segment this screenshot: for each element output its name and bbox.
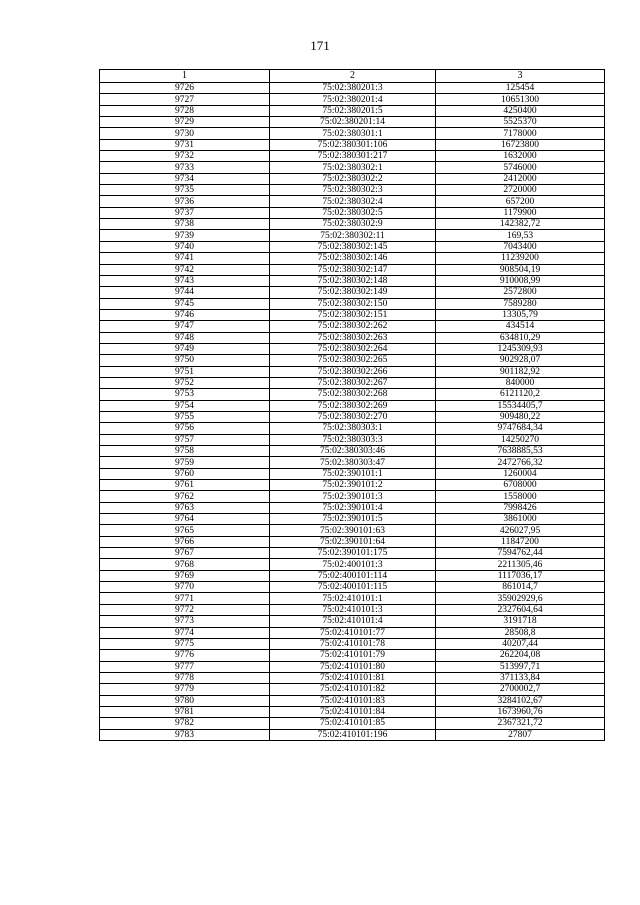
cadastral-value-table — [99, 69, 605, 741]
row-number-cell: 9753 — [100, 389, 270, 400]
table-row — [100, 83, 605, 94]
value-cell: 1673960,76 — [436, 706, 605, 717]
column-header-1: 1 — [100, 70, 270, 83]
value-cell: 125454 — [436, 83, 605, 94]
table-row — [100, 309, 605, 320]
row-number-cell: 9764 — [100, 514, 270, 525]
table-row — [100, 661, 605, 672]
table-row — [100, 525, 605, 536]
column-header-2: 2 — [270, 70, 436, 83]
table-row — [100, 321, 605, 332]
table-row — [100, 582, 605, 593]
cadastral-number-cell: 75:02:410101:196 — [270, 729, 436, 740]
value-cell: 2572800 — [436, 287, 605, 298]
value-cell: 11239200 — [436, 253, 605, 264]
row-number-cell: 9774 — [100, 627, 270, 638]
table-row — [100, 207, 605, 218]
table-row — [100, 502, 605, 513]
value-cell: 7589280 — [436, 298, 605, 309]
cadastral-number-cell: 75:02:380303:47 — [270, 457, 436, 468]
cadastral-number-cell: 75:02:380302:269 — [270, 400, 436, 411]
cadastral-number-cell: 75:02:380301:1 — [270, 128, 436, 139]
table-row — [100, 219, 605, 230]
row-number-cell: 9758 — [100, 446, 270, 457]
table-row — [100, 446, 605, 457]
table-row — [100, 468, 605, 479]
cadastral-number-cell: 75:02:390101:175 — [270, 548, 436, 559]
cadastral-number-cell: 75:02:380302:262 — [270, 321, 436, 332]
value-cell: 1632000 — [436, 151, 605, 162]
value-cell: 7043400 — [436, 241, 605, 252]
value-cell: 7998426 — [436, 502, 605, 513]
cadastral-number-cell: 75:02:380301:217 — [270, 151, 436, 162]
table-row — [100, 514, 605, 525]
value-cell: 2327604,64 — [436, 604, 605, 615]
value-cell: 902928,07 — [436, 355, 605, 366]
column-header-3: 3 — [436, 70, 605, 83]
row-number-cell: 9749 — [100, 343, 270, 354]
cadastral-number-cell: 75:02:410101:81 — [270, 672, 436, 683]
row-number-cell: 9746 — [100, 309, 270, 320]
value-cell: 3191718 — [436, 616, 605, 627]
table-row — [100, 230, 605, 241]
table-row — [100, 536, 605, 547]
table-row — [100, 457, 605, 468]
value-cell: 4250400 — [436, 105, 605, 116]
table-row — [100, 411, 605, 422]
table-row — [100, 377, 605, 388]
table-header-row — [100, 70, 605, 83]
value-cell: 910008,99 — [436, 275, 605, 286]
row-number-cell: 9751 — [100, 366, 270, 377]
cadastral-number-cell: 75:02:410101:77 — [270, 627, 436, 638]
value-cell: 11847200 — [436, 536, 605, 547]
table-row — [100, 593, 605, 604]
cadastral-number-cell: 75:02:390101:1 — [270, 468, 436, 479]
value-cell: 513997,71 — [436, 661, 605, 672]
cadastral-number-cell: 75:02:410101:82 — [270, 684, 436, 695]
row-number-cell: 9733 — [100, 162, 270, 173]
cadastral-number-cell: 75:02:380302:263 — [270, 332, 436, 343]
cadastral-number-cell: 75:02:410101:78 — [270, 638, 436, 649]
value-cell: 7178000 — [436, 128, 605, 139]
value-cell: 5525370 — [436, 117, 605, 128]
row-number-cell: 9732 — [100, 151, 270, 162]
value-cell: 1245309,93 — [436, 343, 605, 354]
cadastral-number-cell: 75:02:380302:9 — [270, 219, 436, 230]
value-cell: 262204,08 — [436, 650, 605, 661]
cadastral-number-cell: 75:02:390101:5 — [270, 514, 436, 525]
value-cell: 426027,95 — [436, 525, 605, 536]
row-number-cell: 9775 — [100, 638, 270, 649]
row-number-cell: 9780 — [100, 695, 270, 706]
row-number-cell: 9748 — [100, 332, 270, 343]
row-number-cell: 9755 — [100, 411, 270, 422]
table-row — [100, 491, 605, 502]
cadastral-number-cell: 75:02:380201:14 — [270, 117, 436, 128]
value-cell: 840000 — [436, 377, 605, 388]
row-number-cell: 9731 — [100, 139, 270, 150]
value-cell: 861014,7 — [436, 582, 605, 593]
value-cell: 169,53 — [436, 230, 605, 241]
table-row — [100, 434, 605, 445]
row-number-cell: 9772 — [100, 604, 270, 615]
row-number-cell: 9763 — [100, 502, 270, 513]
table-row — [100, 616, 605, 627]
value-cell: 371133,84 — [436, 672, 605, 683]
table-row — [100, 298, 605, 309]
row-number-cell: 9727 — [100, 94, 270, 105]
table-row — [100, 332, 605, 343]
value-cell: 142382,72 — [436, 219, 605, 230]
row-number-cell: 9760 — [100, 468, 270, 479]
value-cell: 1260004 — [436, 468, 605, 479]
cadastral-number-cell: 75:02:400101:115 — [270, 582, 436, 593]
cadastral-number-cell: 75:02:380302:270 — [270, 411, 436, 422]
value-cell: 1558000 — [436, 491, 605, 502]
cadastral-number-cell: 75:02:410101:79 — [270, 650, 436, 661]
value-cell: 2412000 — [436, 173, 605, 184]
value-cell: 16723800 — [436, 139, 605, 150]
row-number-cell: 9738 — [100, 219, 270, 230]
table-row — [100, 275, 605, 286]
cadastral-number-cell: 75:02:410101:80 — [270, 661, 436, 672]
table-row — [100, 366, 605, 377]
cadastral-number-cell: 75:02:380303:1 — [270, 423, 436, 434]
row-number-cell: 9737 — [100, 207, 270, 218]
row-number-cell: 9762 — [100, 491, 270, 502]
cadastral-number-cell: 75:02:380302:5 — [270, 207, 436, 218]
row-number-cell: 9779 — [100, 684, 270, 695]
row-number-cell: 9745 — [100, 298, 270, 309]
value-cell: 7594762,44 — [436, 548, 605, 559]
cadastral-number-cell: 75:02:380303:46 — [270, 446, 436, 457]
value-cell: 6121120,2 — [436, 389, 605, 400]
cadastral-number-cell: 75:02:390101:63 — [270, 525, 436, 536]
cadastral-number-cell: 75:02:380302:145 — [270, 241, 436, 252]
cadastral-number-cell: 75:02:410101:85 — [270, 718, 436, 729]
table-row — [100, 389, 605, 400]
table-row — [100, 695, 605, 706]
cadastral-number-cell: 75:02:410101:84 — [270, 706, 436, 717]
row-number-cell: 9743 — [100, 275, 270, 286]
table-row — [100, 196, 605, 207]
row-number-cell: 9726 — [100, 83, 270, 94]
table-row — [100, 287, 605, 298]
cadastral-number-cell: 75:02:380303:3 — [270, 434, 436, 445]
row-number-cell: 9757 — [100, 434, 270, 445]
cadastral-number-cell: 75:02:380201:3 — [270, 83, 436, 94]
table-row — [100, 343, 605, 354]
value-cell: 40207,44 — [436, 638, 605, 649]
cadastral-number-cell: 75:02:400101:114 — [270, 570, 436, 581]
row-number-cell: 9734 — [100, 173, 270, 184]
cadastral-number-cell: 75:02:380302:11 — [270, 230, 436, 241]
cadastral-number-cell: 75:02:380302:265 — [270, 355, 436, 366]
table-row — [100, 105, 605, 116]
value-cell: 9747684,34 — [436, 423, 605, 434]
cadastral-number-cell: 75:02:410101:4 — [270, 616, 436, 627]
value-cell: 35902929,6 — [436, 593, 605, 604]
value-cell: 14250270 — [436, 434, 605, 445]
cadastral-number-cell: 75:02:380302:1 — [270, 162, 436, 173]
table-row — [100, 718, 605, 729]
table-row — [100, 139, 605, 150]
table-row — [100, 650, 605, 661]
table-body — [100, 83, 605, 741]
value-cell: 1179900 — [436, 207, 605, 218]
cadastral-number-cell: 75:02:390101:3 — [270, 491, 436, 502]
row-number-cell: 9765 — [100, 525, 270, 536]
row-number-cell: 9783 — [100, 729, 270, 740]
row-number-cell: 9736 — [100, 196, 270, 207]
value-cell: 657200 — [436, 196, 605, 207]
value-cell: 3861000 — [436, 514, 605, 525]
value-cell: 2472766,32 — [436, 457, 605, 468]
value-cell: 7638885,53 — [436, 446, 605, 457]
table-row — [100, 548, 605, 559]
value-cell: 28508,8 — [436, 627, 605, 638]
row-number-cell: 9729 — [100, 117, 270, 128]
table-row — [100, 264, 605, 275]
value-cell: 434514 — [436, 321, 605, 332]
row-number-cell: 9766 — [100, 536, 270, 547]
cadastral-number-cell: 75:02:380301:106 — [270, 139, 436, 150]
cadastral-number-cell: 75:02:380302:150 — [270, 298, 436, 309]
table-row — [100, 604, 605, 615]
table-row — [100, 570, 605, 581]
cadastral-number-cell: 75:02:380302:266 — [270, 366, 436, 377]
table-row — [100, 672, 605, 683]
cadastral-number-cell: 75:02:390101:64 — [270, 536, 436, 547]
row-number-cell: 9744 — [100, 287, 270, 298]
row-number-cell: 9750 — [100, 355, 270, 366]
value-cell: 1117036,17 — [436, 570, 605, 581]
table-row — [100, 253, 605, 264]
table-row — [100, 117, 605, 128]
value-cell: 2700002,7 — [436, 684, 605, 695]
row-number-cell: 9770 — [100, 582, 270, 593]
table-row — [100, 423, 605, 434]
value-cell: 3284102,67 — [436, 695, 605, 706]
value-cell: 2720000 — [436, 185, 605, 196]
table-row — [100, 480, 605, 491]
cadastral-number-cell: 75:02:380302:2 — [270, 173, 436, 184]
row-number-cell: 9773 — [100, 616, 270, 627]
table-row — [100, 162, 605, 173]
row-number-cell: 9742 — [100, 264, 270, 275]
table-row — [100, 729, 605, 740]
table-row — [100, 241, 605, 252]
cadastral-number-cell: 75:02:410101:3 — [270, 604, 436, 615]
cadastral-number-cell: 75:02:380302:151 — [270, 309, 436, 320]
table-row — [100, 638, 605, 649]
cadastral-number-cell: 75:02:380302:147 — [270, 264, 436, 275]
row-number-cell: 9735 — [100, 185, 270, 196]
table-row — [100, 355, 605, 366]
row-number-cell: 9761 — [100, 480, 270, 491]
row-number-cell: 9782 — [100, 718, 270, 729]
cadastral-number-cell: 75:02:380201:4 — [270, 94, 436, 105]
cadastral-number-cell: 75:02:390101:2 — [270, 480, 436, 491]
value-cell: 6708000 — [436, 480, 605, 491]
row-number-cell: 9781 — [100, 706, 270, 717]
cadastral-number-cell: 75:02:410101:83 — [270, 695, 436, 706]
table-row — [100, 173, 605, 184]
value-cell: 13305,79 — [436, 309, 605, 320]
value-cell: 15534405,7 — [436, 400, 605, 411]
row-number-cell: 9778 — [100, 672, 270, 683]
row-number-cell: 9767 — [100, 548, 270, 559]
row-number-cell: 9777 — [100, 661, 270, 672]
cadastral-number-cell: 75:02:380302:268 — [270, 389, 436, 400]
row-number-cell: 9771 — [100, 593, 270, 604]
cadastral-number-cell: 75:02:380201:5 — [270, 105, 436, 116]
cadastral-number-cell: 75:02:380302:149 — [270, 287, 436, 298]
table-row — [100, 400, 605, 411]
table-row — [100, 684, 605, 695]
cadastral-number-cell: 75:02:380302:4 — [270, 196, 436, 207]
value-cell: 901182,92 — [436, 366, 605, 377]
row-number-cell: 9756 — [100, 423, 270, 434]
cadastral-number-cell: 75:02:380302:148 — [270, 275, 436, 286]
cadastral-number-cell: 75:02:410101:1 — [270, 593, 436, 604]
table-row — [100, 706, 605, 717]
value-cell: 2367321,72 — [436, 718, 605, 729]
page-number: 171 — [310, 38, 330, 53]
cadastral-number-cell: 75:02:380302:267 — [270, 377, 436, 388]
cadastral-number-cell: 75:02:380302:146 — [270, 253, 436, 264]
row-number-cell: 9747 — [100, 321, 270, 332]
table-row — [100, 559, 605, 570]
table-row — [100, 627, 605, 638]
row-number-cell: 9739 — [100, 230, 270, 241]
value-cell: 10651300 — [436, 94, 605, 105]
row-number-cell: 9728 — [100, 105, 270, 116]
table-row — [100, 151, 605, 162]
value-cell: 909480,22 — [436, 411, 605, 422]
row-number-cell: 9741 — [100, 253, 270, 264]
value-cell: 27807 — [436, 729, 605, 740]
row-number-cell: 9740 — [100, 241, 270, 252]
cadastral-number-cell: 75:02:390101:4 — [270, 502, 436, 513]
value-cell: 2211305,46 — [436, 559, 605, 570]
row-number-cell: 9776 — [100, 650, 270, 661]
cadastral-number-cell: 75:02:380302:264 — [270, 343, 436, 354]
row-number-cell: 9754 — [100, 400, 270, 411]
cadastral-number-cell: 75:02:400101:3 — [270, 559, 436, 570]
row-number-cell: 9769 — [100, 570, 270, 581]
table-row — [100, 185, 605, 196]
row-number-cell: 9768 — [100, 559, 270, 570]
cadastral-number-cell: 75:02:380302:3 — [270, 185, 436, 196]
table-row — [100, 94, 605, 105]
row-number-cell: 9759 — [100, 457, 270, 468]
value-cell: 634810,29 — [436, 332, 605, 343]
value-cell: 908504,19 — [436, 264, 605, 275]
table-row — [100, 128, 605, 139]
row-number-cell: 9752 — [100, 377, 270, 388]
row-number-cell: 9730 — [100, 128, 270, 139]
value-cell: 5746000 — [436, 162, 605, 173]
